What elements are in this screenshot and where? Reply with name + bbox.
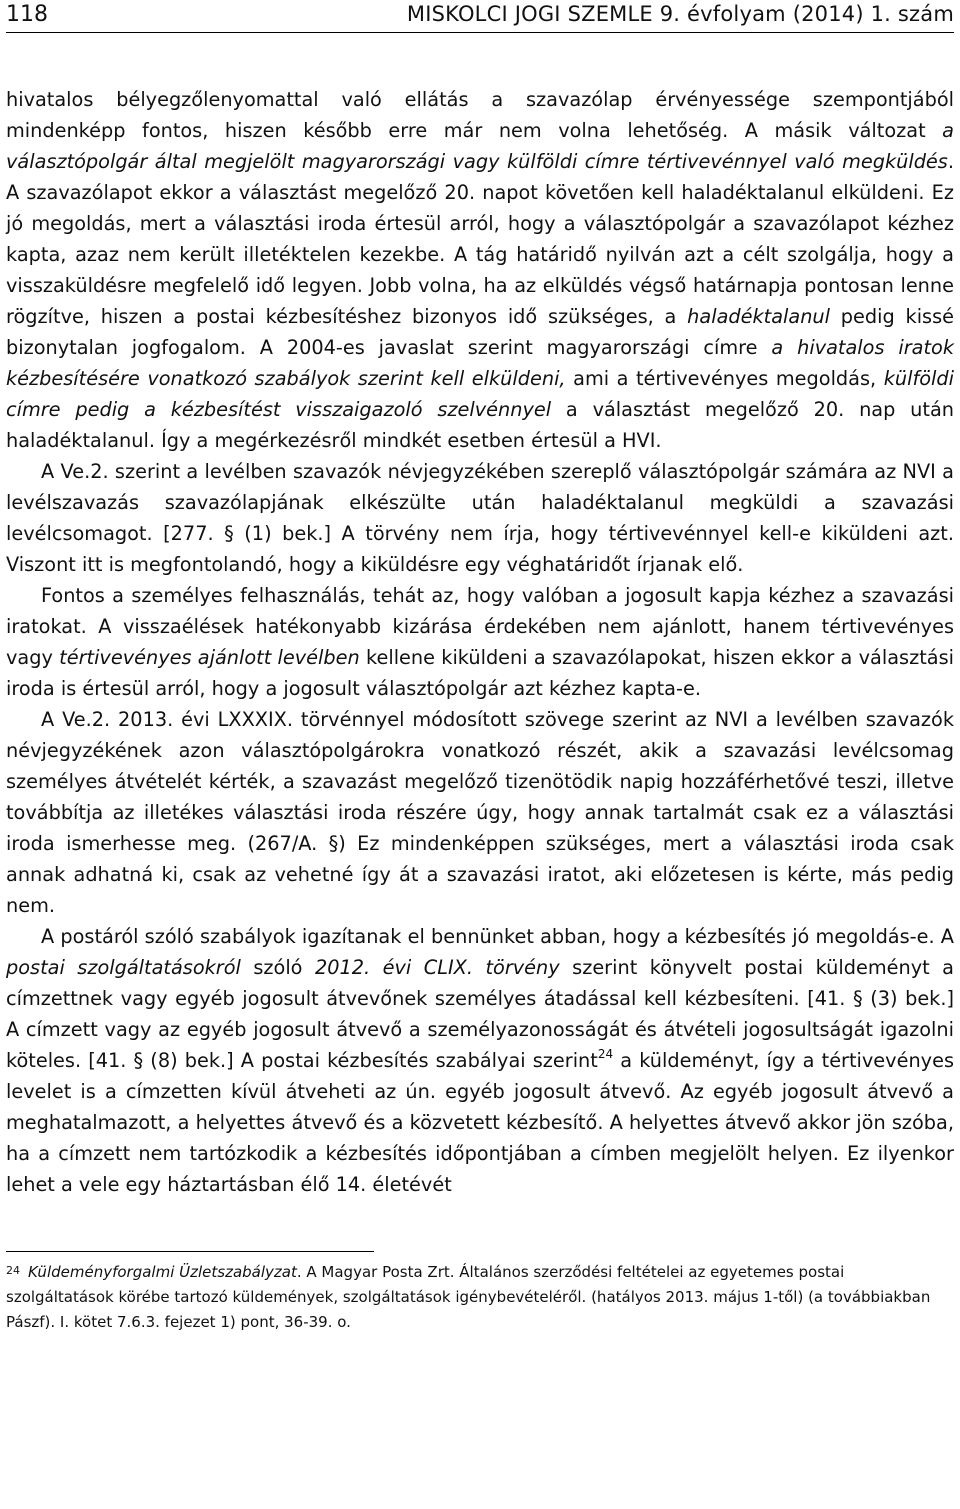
paragraph [6, 921, 954, 1200]
text-run: ami a tértivevényes megoldás, [565, 367, 884, 390]
paragraph [6, 580, 954, 704]
text-run: pedig kissé bizonytalan jogfogalom. A 2004-es javaslat szerint magyarországi címre [6, 305, 955, 359]
body-text [6, 84, 954, 1200]
text-run: . A szavazólapot ekkor a választást megelőző 20. napot követően kell haladéktalanul elküldeni. Ez jó megoldás, mert a választási iroda értesül arról, hogy a választópolgár a szavazólapot kézhez kapta, azaz nem került illetéktelen kezekbe. A tág határidő nyilván azt a célt szolgálja, hogy a visszaküldésre megfelelő idő legyen. Jobb volna, ha az elküldés végső határnapja pontosan lenne rögzítve, hiszen a postai kézbesítéshez bizonyos idő szükséges, a [6, 150, 954, 328]
text-run: szóló [240, 956, 315, 979]
journal-title: MISKOLCI JOGI SZEMLE 9. évfolyam (2014) 1. szám [406, 2, 954, 26]
italic-run: a választópolgár által megjelölt magyarországi vagy külföldi címre tértivevénnyel való megküldés [6, 119, 954, 173]
italic-run: haladéktalanul [687, 305, 830, 328]
paragraph [6, 704, 954, 921]
text-run: A Ve.2. 2013. évi LXXXIX. törvénnyel módosított szövege szerint az NVI a levélben szavazók névjegyzékének azon választópolgárokra vonatkozó részét, akik a szavazási levélcsomag személyes átvételét kérték, a szavazást megelőző tizenötödik napig hozzáférhetővé teszi, illetve továbbítja az illetékes választási iroda részére úgy, hogy annak tartalmát csak ez a választási iroda ismerhesse meg. (267/A. §) Ez mindenképpen szükséges, mert a választási iroda csak annak adhatná ki, csak az vehetné így át a szavazási iratot, aki előzetesen is kérte, más pedig nem. [6, 708, 954, 917]
text-run: szerint könyvelt postai küldeményt a címzettnek vagy egyéb jogosult átvevőnek személyes átadással kell kézbesíteni. [41. § (3) bek.] A címzett vagy az egyéb jogosult átvevő a személyazonosságát és átvételi jogosultságát igazolni köteles. [41. § (8) bek.] A postai kézbesítés szabályai szerint [6, 956, 954, 1072]
footnote [6, 1260, 954, 1335]
running-header [6, 0, 954, 33]
footnote-reference: 24 [597, 1046, 614, 1061]
text-run: a választást megelőző 20. nap után haladéktalanul. Így a megérkezésről mindkét esetben értesül a HVI. [6, 398, 954, 452]
footnote-marker: 24 [6, 1264, 20, 1277]
paragraph [6, 84, 954, 456]
text-run: kellene kiküldeni a szavazólapokat, hiszen ekkor a választási iroda is értesül arról, hogy a jogosult választópolgár azt kézhez kapta-e. [6, 646, 954, 700]
footnote-separator [6, 1251, 374, 1252]
text-run: A postáról szóló szabályok igazítanak el bennünket abban, hogy a kézbesítés jó megoldás-e. A [41, 925, 954, 948]
italic-run: 2012. évi CLIX. törvény [314, 956, 560, 979]
footnote-text [6, 1263, 930, 1331]
italic-run: postai szolgáltatásokról [6, 956, 241, 979]
text-run: . A Magyar Posta Zrt. Általános szerződési feltételei az egyetemes postai szolgáltatások körébe tartozó küldemények, szolgáltatások igénybevételéről. (hatályos 2013. május 1-től) (a továbbiakban Pászf). I. kötet 7.6.3. fejezet 1) pont, 36-39. o. [6, 1263, 931, 1331]
italic-run: tértivevényes ajánlott levélben [59, 646, 360, 669]
paragraph [6, 456, 954, 580]
text-run: A Ve.2. szerint a levélben szavazók névjegyzékében szereplő választópolgár számára az NVI a levélszavazás szavazólapjának elkészülte után haladéktalanul megküldi a szavazási levélcsomagot. [277. § (1) bek.] A törvény nem írja, hogy tértivevénnyel kell-e kiküldeni azt. Viszont itt is megfontolandó, hogy a kiküldésre egy véghatáridőt írjanak elő. [6, 460, 954, 576]
text-run: hivatalos bélyegzőlenyomattal való ellátás a szavazólap érvényessége szempontjából mindenképp fontos, hiszen később erre már nem volna lehetőség. [6, 88, 954, 142]
page-number: 118 [6, 2, 48, 27]
text-run: a küldeményt, így a tértivevényes levelet is a címzetten kívül átveheti az ún. egyéb jogosult átvevő. Az egyéb jogosult átvevő a meghatalmazott, a helyettes átvevő és a közvetett kézbesítő. A helyettes átvevő akkor jön szóba, ha a címzett nem tartózkodik a kézbesítés időpontjában a címben megjelölt helyen. Ez ilyenkor lehet a vele egy háztartásban élő 14. életévét [6, 1049, 954, 1196]
italic-run: Küldeményforgalmi Üzletszabályzat [28, 1263, 297, 1281]
text-run: Fontos a személyes felhasználás, tehát az, hogy valóban a jogosult kapja kézhez a szavazási iratokat. A visszaélések hatékonyabb kizárása érdekében nem ajánlott, hanem tértivevényes vagy [6, 584, 954, 669]
italic-run: a hivatalos iratok kézbesítésére vonatkozó szabályok szerint kell elküldeni, [6, 336, 954, 390]
text-run: A másik változat [728, 119, 943, 142]
italic-run: külföldi címre pedig a kézbesítést visszaigazoló szelvénnyel [6, 367, 954, 421]
